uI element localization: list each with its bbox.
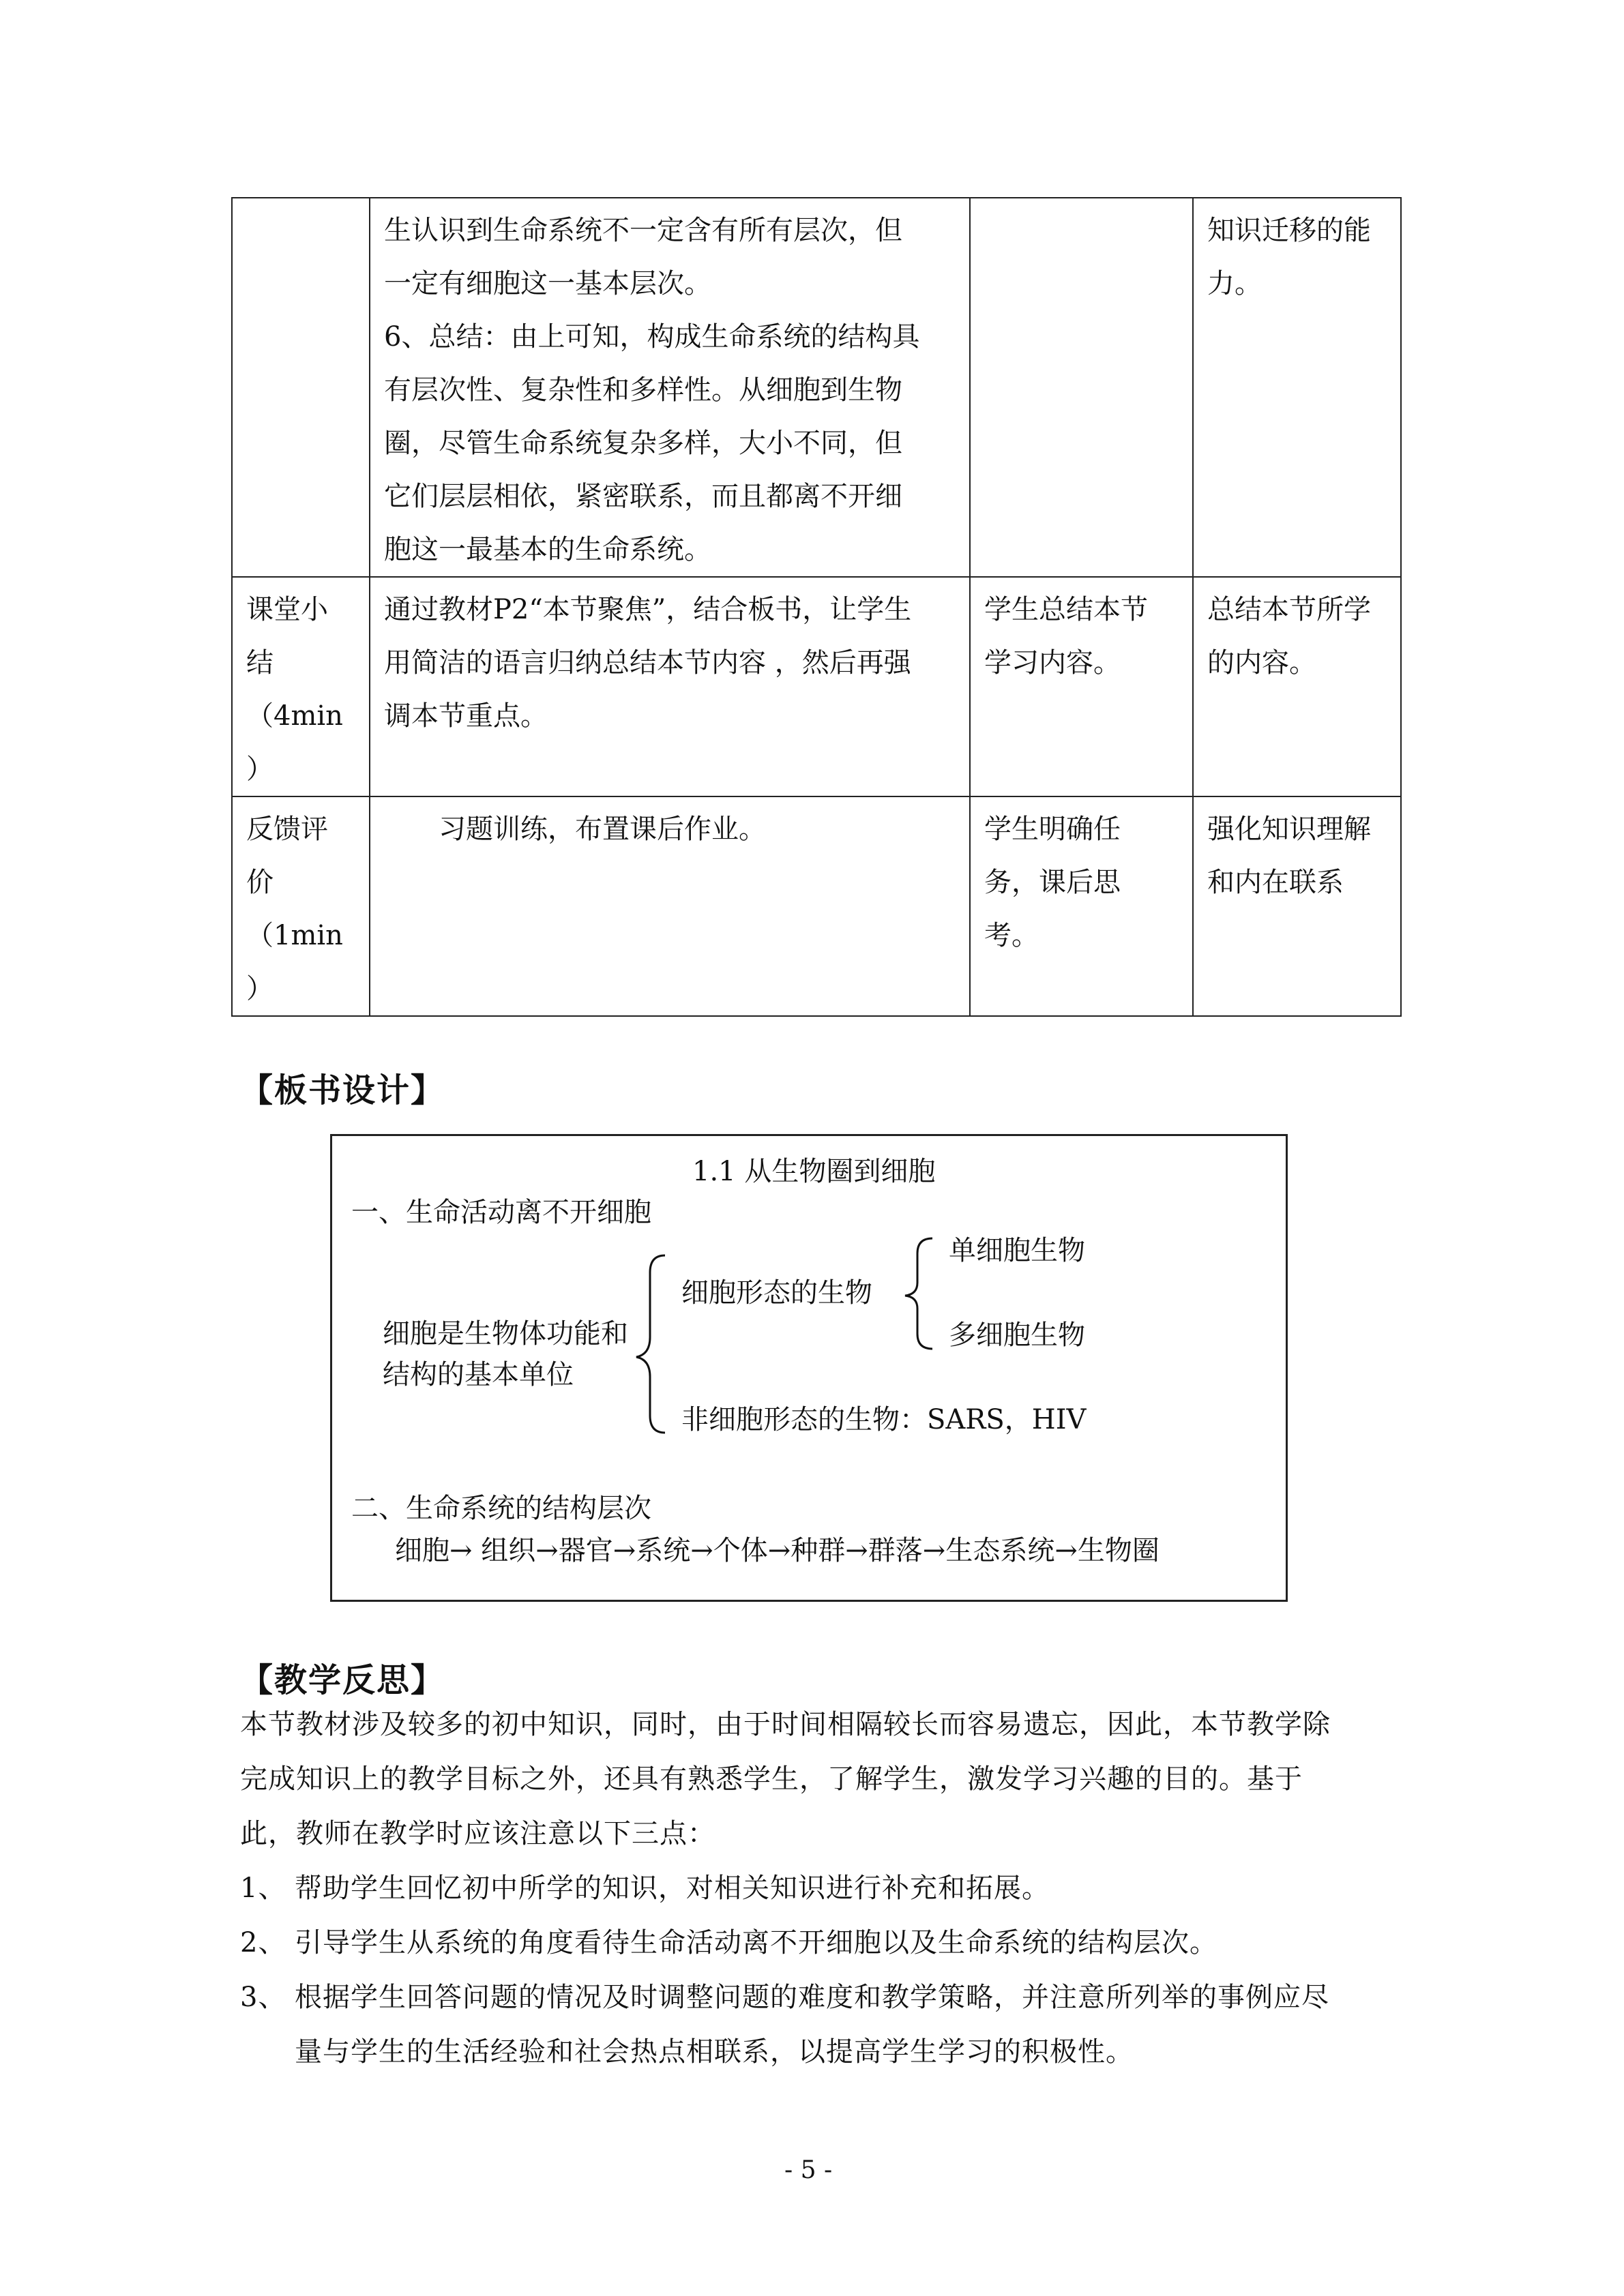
- point-number: 2、: [240, 1927, 286, 1958]
- cell-line: 学生明确任: [984, 814, 1121, 845]
- cell-line: 一定有细胞这一基本层次。: [384, 268, 711, 299]
- point-number: 1、: [240, 1873, 286, 1904]
- point-number: 3、: [240, 1982, 286, 2013]
- board-design-box: [330, 1134, 1288, 1602]
- cell-line: 和内在联系: [1207, 867, 1344, 898]
- large-brace: [636, 1255, 665, 1433]
- teacher-activity-cell: [370, 577, 970, 796]
- student-activity-cell: [970, 796, 1193, 1016]
- table-row: [232, 796, 1401, 1016]
- cell-line: 胞这一最基本的生命系统。: [384, 534, 711, 565]
- student-activity-cell: [970, 198, 1193, 577]
- point-text: 帮助学生回忆初中所学的知识，对相关知识进行补充和拓展。: [295, 1873, 1050, 1904]
- cell-line: 它们层层相依，紧密联系，而且都离不开细: [384, 481, 902, 512]
- cell-line: 习题训练，布置课后作业。: [384, 814, 766, 845]
- teacher-activity-cell: [370, 198, 970, 577]
- unicellular-organisms: 单细胞生物: [949, 1235, 1085, 1266]
- cell-line: 价: [246, 867, 274, 898]
- stage-cell: [232, 577, 370, 796]
- cell-line: 通过教材P2“本节聚焦”，结合板书，让学生: [384, 594, 912, 625]
- board-heading: 【板书设计】: [240, 1071, 445, 1109]
- reflection-intro-line: 本节教材涉及较多的初中知识，同时，由于时间相隔较长而容易遗忘，因此，本节教学除: [240, 1709, 1331, 1740]
- board-title: 1.1 从生物圈到细胞: [692, 1156, 936, 1187]
- design-intent-cell: [1193, 198, 1401, 577]
- cell-line: 强化知识理解: [1207, 814, 1371, 845]
- cell-line: 学生总结本节: [984, 594, 1148, 625]
- cell-line: 用简洁的语言归纳总结本节内容 ，然后再强: [384, 647, 911, 679]
- cell-line: 知识迁移的能: [1207, 215, 1371, 246]
- cell-line: 有层次性、复杂性和多样性。从细胞到生物: [384, 374, 902, 406]
- cell-line: 反馈评: [246, 814, 328, 845]
- design-intent-cell: [1193, 577, 1401, 796]
- root-concept-line-1: 细胞是生物体功能和: [383, 1318, 628, 1350]
- reflection-intro-line: 此，教师在教学时应该注意以下三点：: [240, 1818, 715, 1849]
- reflection-heading: 【教学反思】: [240, 1661, 445, 1699]
- cell-line: 生认识到生命系统不一定含有所有层次，但: [384, 215, 902, 246]
- cell-line: 课堂小: [246, 594, 328, 625]
- stage-cell: [232, 198, 370, 577]
- cell-line: （4min: [246, 700, 343, 732]
- table-row: [232, 577, 1401, 796]
- cell-line: （1min: [246, 920, 343, 951]
- cell-line: 考。: [984, 920, 1039, 951]
- point-text: 根据学生回答问题的情况及时调整问题的难度和教学策略，并注意所列举的事例应尽: [295, 1982, 1329, 2013]
- design-intent-cell: [1193, 796, 1401, 1016]
- page-number: - 5 -: [784, 2156, 833, 2184]
- small-brace: [905, 1238, 932, 1349]
- lesson-table: [231, 197, 1402, 1017]
- cell-line: 力。: [1207, 268, 1262, 299]
- teacher-activity-cell: [370, 796, 970, 1016]
- root-concept-line-2: 结构的基本单位: [383, 1359, 574, 1390]
- cell-line: ）: [246, 973, 274, 1004]
- cell-line: 结: [246, 647, 274, 679]
- board-section-1: 一、生命活动离不开细胞: [351, 1197, 651, 1228]
- stage-cell: [232, 796, 370, 1016]
- reflection-intro-line: 完成知识上的教学目标之外，还具有熟悉学生，了解学生，激发学习兴趣的目的。基于: [240, 1763, 1303, 1795]
- multicellular-organisms: 多细胞生物: [949, 1320, 1085, 1351]
- cellular-organisms: 细胞形态的生物: [681, 1277, 872, 1309]
- board-section-2: 二、生命系统的结构层次: [351, 1493, 651, 1524]
- point-text: 引导学生从系统的角度看待生命活动离不开细胞以及生命系统的结构层次。: [295, 1927, 1217, 1958]
- classification-braces: [332, 1136, 1286, 1600]
- cell-line: 的内容。: [1207, 647, 1316, 679]
- point-text: 量与学生的生活经验和社会热点相联系，以提高学生学习的积极性。: [295, 2036, 1134, 2068]
- student-activity-cell: [970, 577, 1193, 796]
- hierarchy-chain: 细胞→ 组织→器官→系统→个体→种群→群落→生态系统→生物圈: [395, 1535, 1160, 1566]
- cell-line: 6、总结：由上可知，构成生命系统的结构具: [384, 321, 920, 353]
- table-row: [232, 198, 1401, 577]
- cell-line: 总结本节所学: [1207, 594, 1371, 625]
- cell-line: ）: [246, 754, 274, 785]
- cell-line: 圈，尽管生命系统复杂多样，大小不同，但: [384, 428, 902, 459]
- cell-line: 务，课后思: [984, 867, 1121, 898]
- cell-line: 调本节重点。: [384, 700, 548, 732]
- noncellular-organisms: 非细胞形态的生物：SARS，HIV: [681, 1404, 1087, 1435]
- cell-line: 学习内容。: [984, 647, 1121, 679]
